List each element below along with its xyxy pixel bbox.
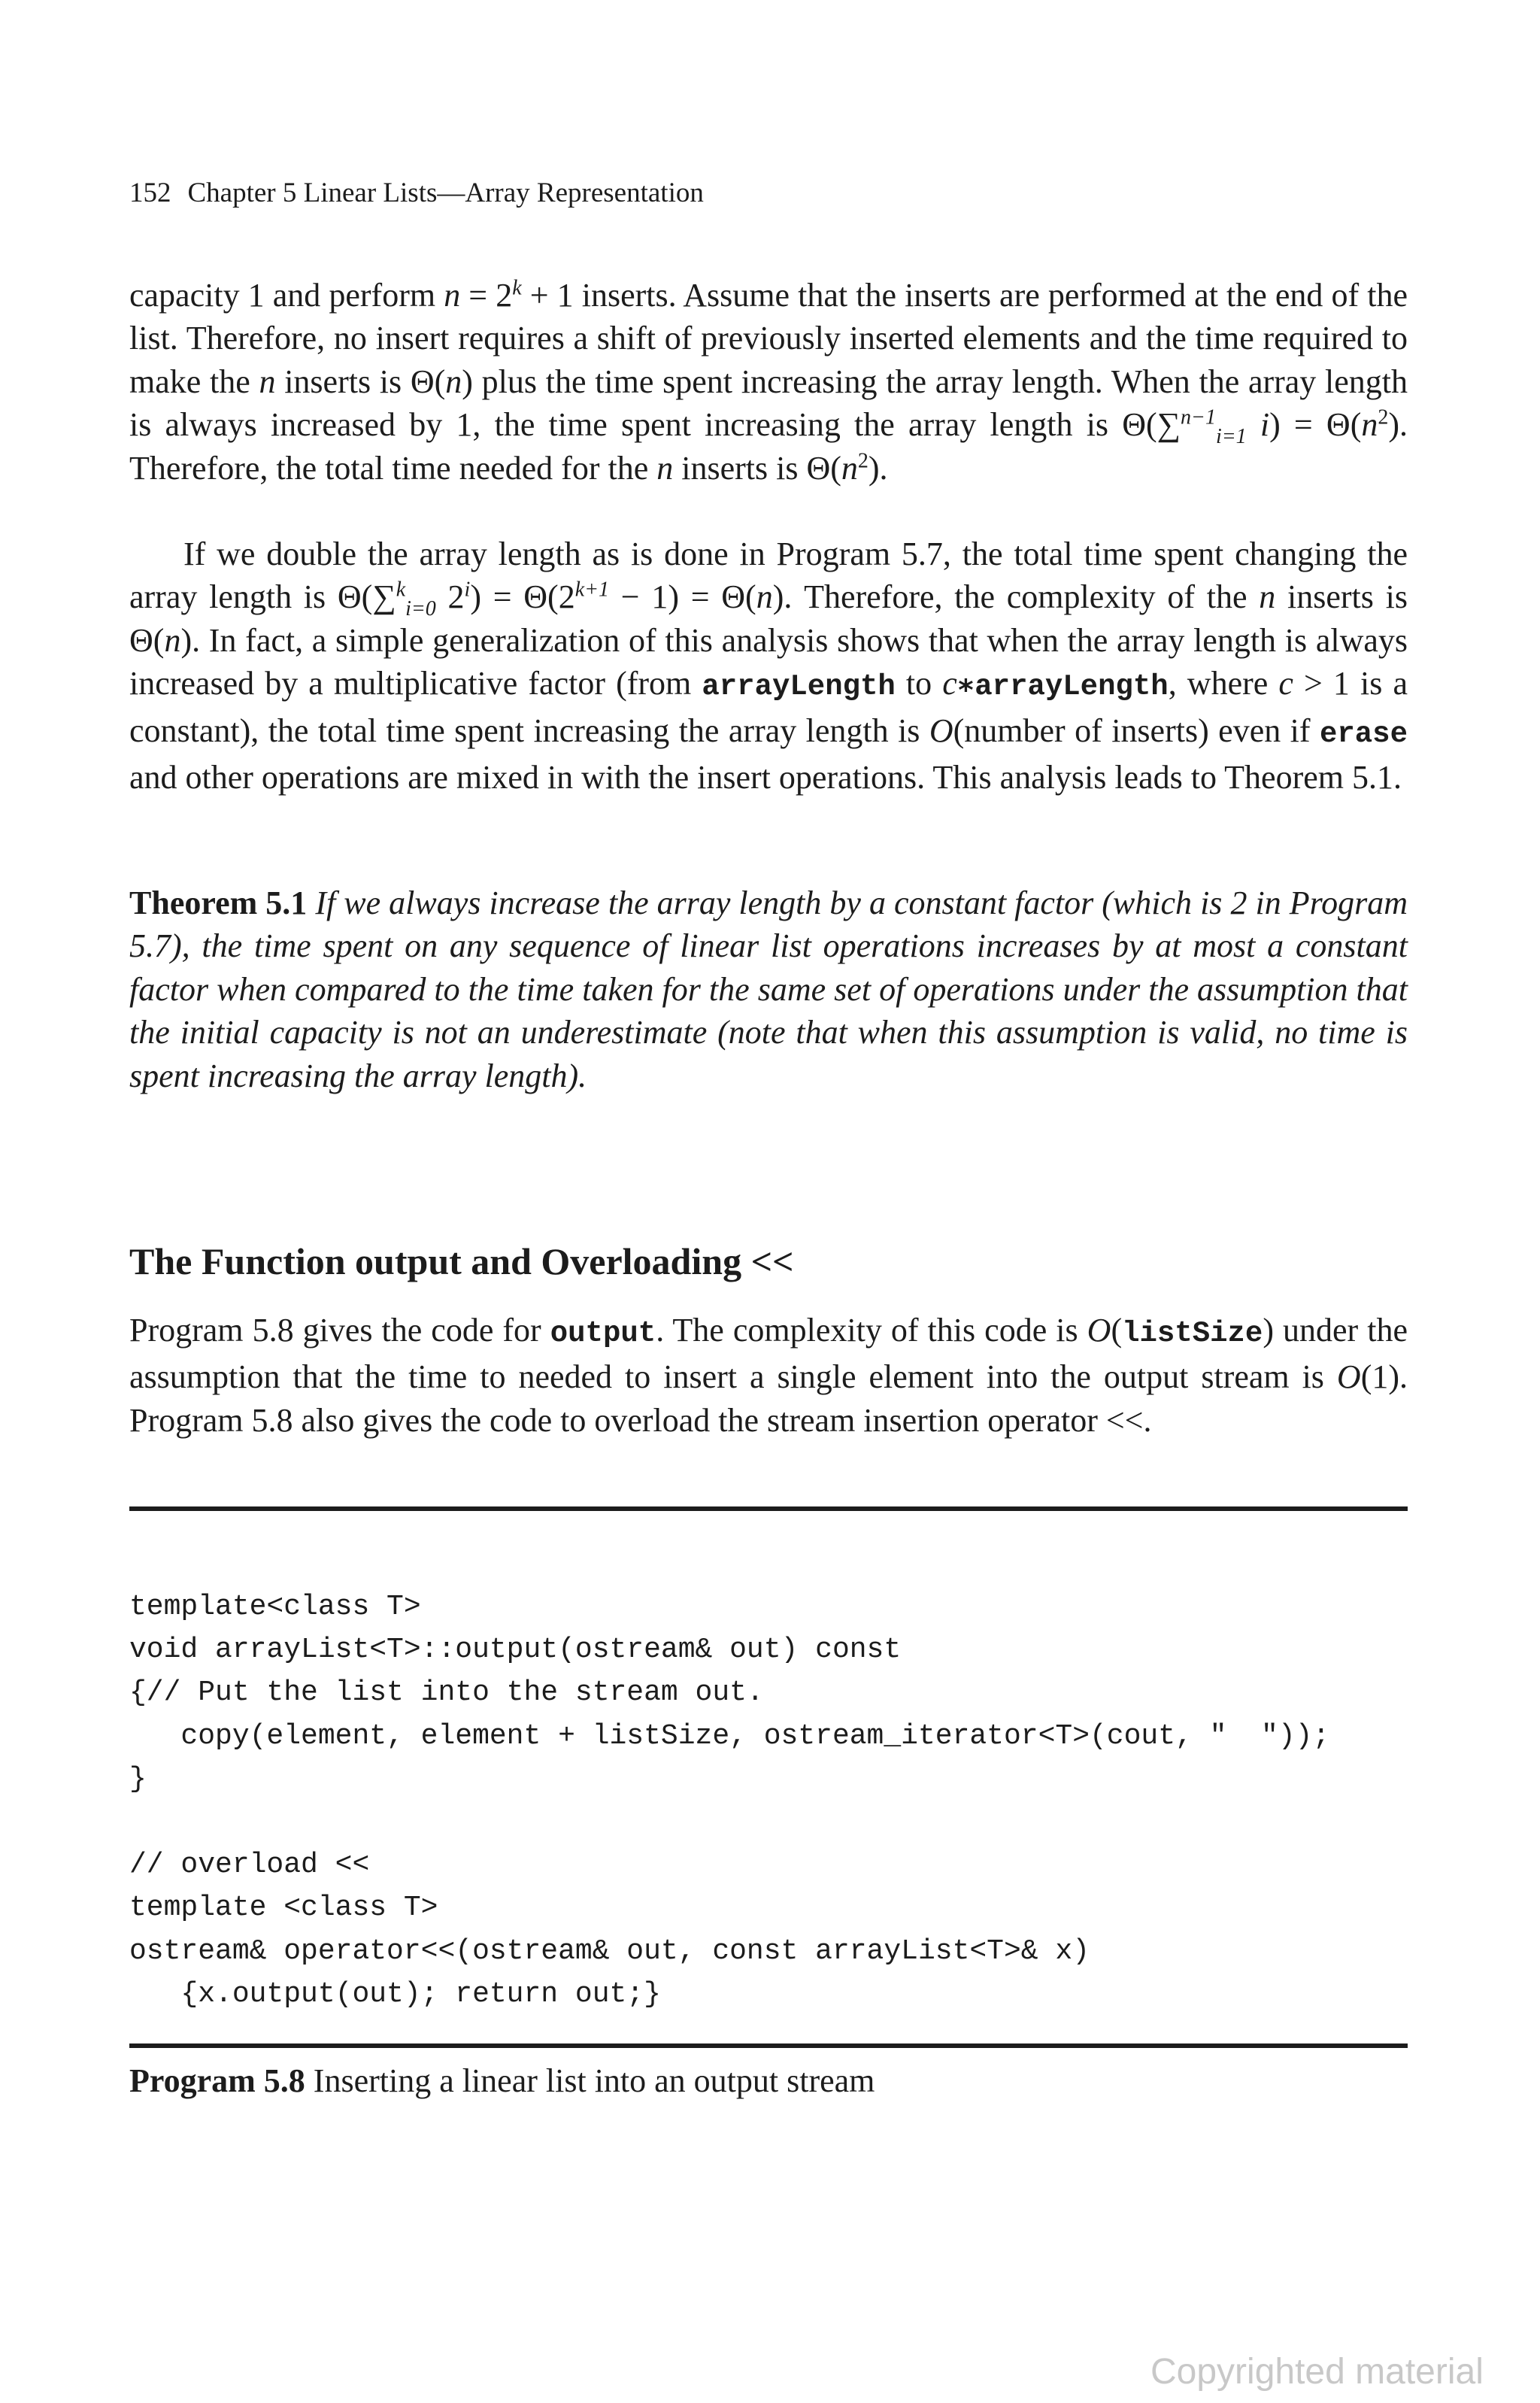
paragraph-insert-analysis: capacity 1 and perform $n = 2^k + 1$ inserts. Assume that the inserts are performed at the end of the list. Therefore, no insert requires a shift of previously inserted elements and the time required to make the n inserts is Θ(n) plus the time spent increasing the array length. When the array length is always increased by 1, the time spent increasing the array length is Θ(∑$^{n-1}_{i=1}$ $i) = \Theta(n^2)$. Therefore, the total time needed for the n inserts is $\Theta(n^2)$. [129,276,1408,487]
inline-code: erase [1319,717,1408,751]
inline-code: ∗arrayLength [956,670,1169,704]
theorem-statement: If we always increase the array length by a constant factor (which is 2 in Program 5.7), the time spent on any sequence of linear list operations increases by at most a constant factor when compared to the time taken for the same set of operations under the assumption that the initial capacity is not an underestimate (note that when this assumption is valid, no time is spent increasing the array length). [129,884,1408,1094]
section-heading: The Function output and Overloading << [129,1240,794,1282]
theorem-label: Theorem 5.1 [129,884,308,921]
code-line: void arrayList<T>::output(ostream& out) const [129,1634,902,1667]
program-bottom-rule [129,2043,1408,2048]
theorem-5-1 [129,881,1408,1097]
code-line: } [129,1762,147,1795]
code-line: template <class T> [129,1892,438,1925]
program-caption [129,2059,875,2102]
code-line: ostream& operator<<(ostream& out, const arrayList<T>& x) [129,1934,1090,1968]
code-line: {x.output(out); return out;} [129,1977,661,2010]
paragraph-doubling-analysis: If we double the array length as is done in Program 5.7, the total time spent changing the array length is Θ(∑$^k_{i=0}$ $2^i) = \Theta(2^{k+1} - 1) = \Theta(n)$. Therefore, the complexity of the n inserts is Θ(n). In fact, a simple generalization of this analysis shows that when the array length is always increased by a multiplicative factor (from arrayLength to c∗arrayLength, where c > 1 is a constant), the total time spent increasing the array length is O(number of inserts) even if erase and other operations are mixed in with the insert operations. This analysis leads to Theorem 5.1. [129,536,1408,796]
page-number: 152 [129,177,171,208]
caption-label: Program 5.8 [129,2062,305,2099]
inline-code: output [550,1317,656,1350]
code-line: {// Put the list into the stream out. [129,1676,764,1710]
copyright-watermark: Copyrighted material [1150,2352,1484,2392]
code-line [129,1801,1329,1843]
caption-text: Inserting a linear list into an output stream [305,2062,875,2099]
inline-code: arrayLength [702,670,896,704]
inline-code: listSize [1122,1317,1263,1350]
paragraph-output-function: Program 5.8 gives the code for output. The complexity of this code is O(listSize) under the assumption that the time to needed to insert a single element into the output stream is O(1). Program 5.8 also gives the code to overload the stream insertion operator <<. [129,1312,1408,1439]
running-title: Chapter 5 Linear Lists—Array Representation [187,177,704,208]
program-code-block [129,1585,1329,2016]
running-header [129,179,704,207]
code-line: // overload << [129,1849,370,1882]
program-top-rule [129,1506,1408,1511]
code-line: copy(element, element + listSize, ostream_iterator<T>(cout, " ")); [129,1719,1330,1752]
code-line: template<class T> [129,1591,421,1623]
